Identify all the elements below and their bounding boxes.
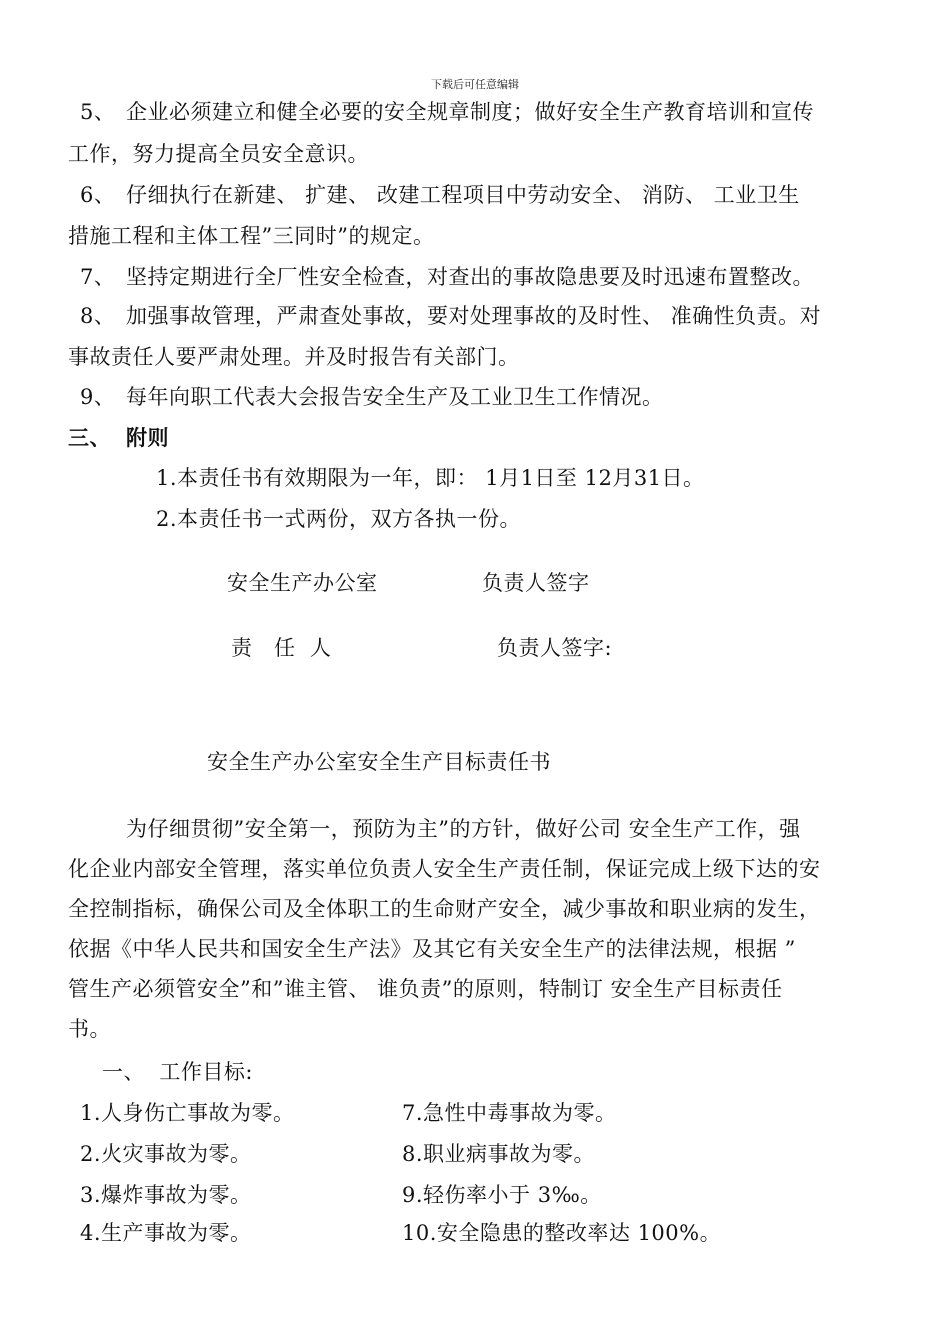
item-8-number: 8、 — [80, 304, 116, 328]
item-6-continuation: 措施工程和主体工程”三同时”的规定。 — [68, 224, 435, 248]
intro-line-6: 书。 — [68, 1017, 111, 1041]
goal-left-1: 1.人身伤亡事故为零。 — [80, 1101, 295, 1125]
signature-leader-label-2: 负责人签字: — [497, 636, 613, 660]
signature-leader-label-1: 负责人签字 — [482, 571, 590, 595]
doc-title: 安全生产办公室安全生产目标责任书 — [207, 750, 551, 774]
page-header: 下载后可任意编辑 — [431, 78, 519, 91]
section-3-number: 三、 — [68, 426, 111, 450]
intro-line-5: 管生产必须管安全”和”谁主管、 谁负责”的原则，特制订 安全生产目标责任 — [68, 977, 783, 1001]
item-5-text: 企业必须建立和健全必要的安全规章制度；做好安全生产教育培训和宣传 — [126, 100, 814, 124]
item-7-text: 坚持定期进行全厂性安全检查，对查出的事故隐患要及时迅速布置整改。 — [126, 265, 814, 289]
intro-line-1: 为仔细贯彻”安全第一，预防为主”的方针，做好公司 安全生产工作，强 — [126, 817, 801, 841]
appendix-item-1: 1.本责任书有效期限为一年，即： 1月1日至 12月31日。 — [156, 466, 705, 490]
section-3-title: 附则 — [126, 426, 169, 450]
intro-line-2: 化企业内部安全管理，落实单位负责人安全生产责任制，保证完成上级下达的安 — [68, 857, 821, 881]
goal-left-4: 4.生产事故为零。 — [80, 1221, 252, 1245]
goal-right-1: 7.急性中毒事故为零。 — [402, 1101, 617, 1125]
item-8-text: 加强事故管理，严肃查处事故，要对处理事故的及时性、 准确性负责。对 — [126, 304, 822, 328]
item-9-number: 9、 — [80, 385, 116, 409]
item-5-number: 5、 — [80, 100, 116, 124]
item-5-continuation: 工作，努力提高全员安全意识。 — [68, 142, 369, 166]
intro-line-3: 全控制指标，确保公司及全体职工的生命财产安全，减少事故和职业病的发生， — [68, 897, 821, 921]
goal-right-2: 8.职业病事故为零。 — [402, 1142, 596, 1166]
item-6-text: 仔细执行在新建、 扩建、 改建工程项目中劳动安全、 消防、 工业卫生 — [126, 183, 800, 207]
signature-office-label: 安全生产办公室 — [227, 571, 378, 595]
signature-responsible-person-label: 责 任 人 — [231, 636, 332, 660]
goal-right-4: 10.安全隐患的整改率达 100%。 — [402, 1221, 722, 1245]
goal-left-2: 2.火灾事故为零。 — [80, 1142, 252, 1166]
appendix-item-2: 2.本责任书一式两份，双方各执一份。 — [156, 507, 522, 531]
item-9-text: 每年向职工代表大会报告安全生产及工业卫生工作情况。 — [126, 385, 664, 409]
goal-left-3: 3.爆炸事故为零。 — [80, 1183, 252, 1207]
item-6-number: 6、 — [80, 183, 116, 207]
intro-line-4: 依据《中华人民共和国安全生产法》及其它有关安全生产的法律法规，根据 ” — [68, 937, 796, 961]
item-7-number: 7、 — [80, 265, 116, 289]
goals-heading: 一、 工作目标: — [102, 1060, 253, 1084]
goal-right-3: 9.轻伤率小于 3‰。 — [402, 1183, 602, 1207]
item-8-continuation: 事故责任人要严肃处理。并及时报告有关部门。 — [68, 345, 520, 369]
